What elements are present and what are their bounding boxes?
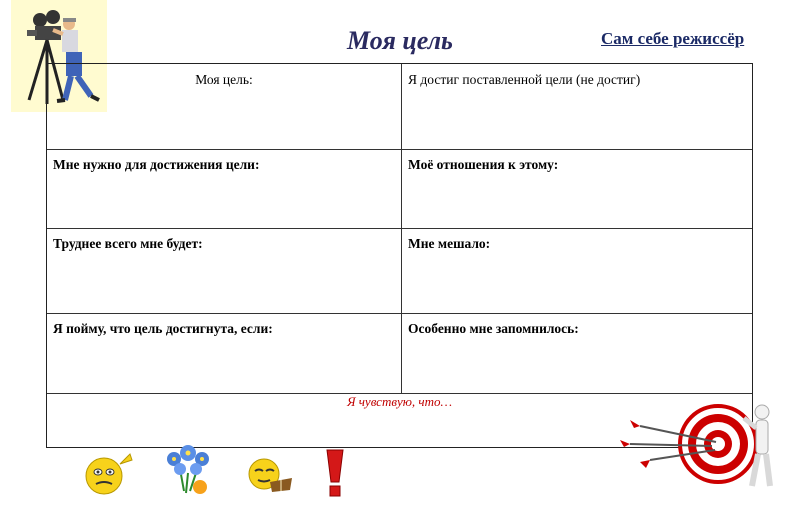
obstacles-cell[interactable]: Мне мешало: [408,236,491,251]
goal-reached-if-cell[interactable]: Я пойму, что цель достигнута, если: [47,313,402,393]
goal-achieved-cell[interactable]: Я достиг поставленной цели (не достиг) [408,72,641,87]
table-row [47,313,752,394]
needed-for-goal-cell[interactable]: Мне нужно для достижения цели: [47,149,402,228]
page-title: Моя цель [347,26,453,55]
reading-smiley-icon [246,456,296,501]
feelings-text: Я чувствую, что… [346,394,453,409]
hardest-part-cell[interactable]: Труднее всего мне будет: [47,228,402,313]
target-with-arrows-icon [620,400,780,505]
exclamation-icon [323,448,347,505]
flower-bouquet-icon [160,443,216,502]
my-goal-cell[interactable]: Моя цель: [47,64,402,149]
table-row [47,149,752,229]
attitude-cell[interactable]: Моё отношения к этому: [408,157,559,172]
table-row [47,64,752,150]
goal-worksheet-table [46,63,753,448]
table-row [47,228,752,314]
director-link[interactable]: Сам себе режиссёр [601,29,745,48]
thinking-smiley-icon [84,450,134,501]
memorable-cell[interactable]: Особенно мне запомнилось: [408,321,579,336]
